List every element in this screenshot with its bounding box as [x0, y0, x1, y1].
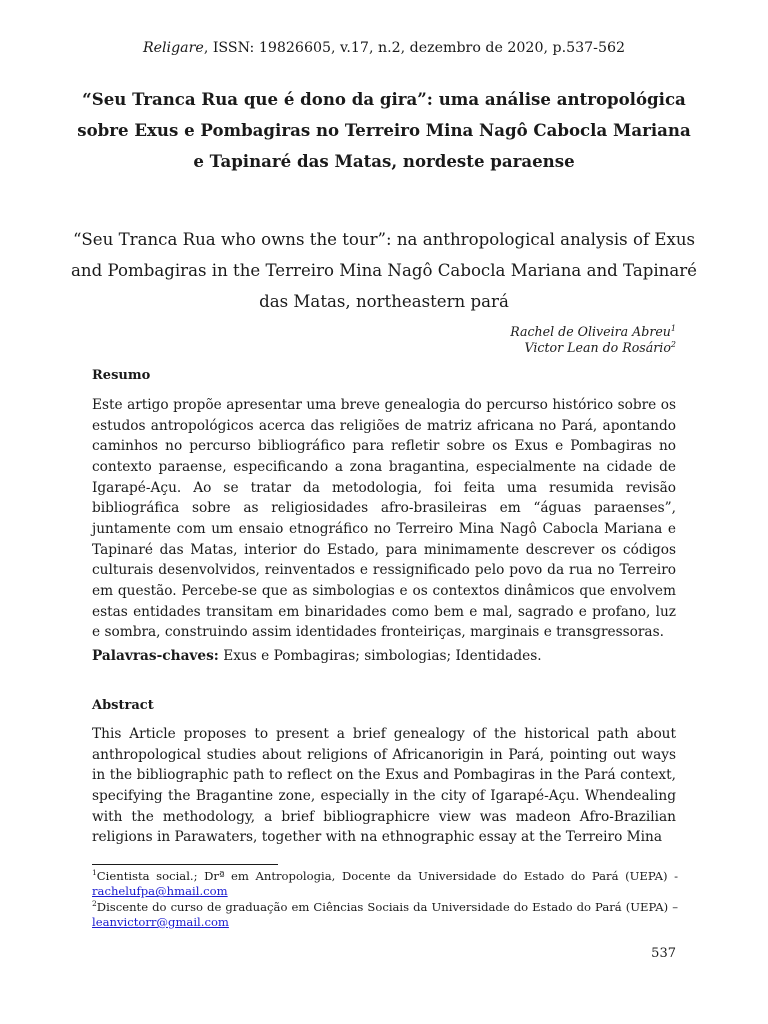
journal-header [0, 40, 768, 56]
author-1 [510, 324, 676, 340]
footnote-marker: 1 [670, 323, 676, 333]
resumo-heading: Resumo [92, 368, 151, 383]
author-list [510, 324, 676, 356]
author-name: Victor Lean do Rosário [524, 340, 671, 355]
author-name: Rachel de Oliveira Abreu [510, 324, 671, 339]
page-number: 537 [651, 946, 676, 961]
abstract-text: This Article proposes to present a brief genealogy of the historical path about anthropological studies about religions of Africanorigin in Pará, pointing out ways in the bibliographic path to reflect on the Exus and Pombagiras in the Pará context, specifying the Bragantine zone, especially in the city of Igarapé-Açu. Whendealing with the methodology, a brief bibliographicre view was madeon Afro-Brazilian religions in Parawaters, together with na ethnographic essay at the Terreiro Mina [92, 726, 676, 846]
keywords-line [92, 646, 542, 666]
journal-name: Religare [142, 40, 204, 56]
keywords-text: Exus e Pombagiras; simbologias; Identidades. [218, 648, 542, 664]
footnote-number: 1 [92, 868, 97, 878]
footnote-divider [92, 864, 278, 865]
footnote-number: 2 [92, 898, 97, 908]
footnote-2 [92, 900, 678, 931]
footnote-text: Cientista social.; Drª em Antropologia, Docente da Universidade do Estado do Pará (UEPA) - [96, 869, 678, 883]
author-2 [510, 340, 676, 356]
resumo-text: Este artigo propõe apresentar uma breve genealogia do percurso histórico sobre os estudos antropológicos acerca das religiões de matriz africana no Pará, apontando caminhos no percurso bibliográfico para refletir sobre os Exus e Pombagiras no contexto paraense, especificando a zona bragantina, especialmente na cidade de Igarapé-Açu. Ao se tratar da metodologia, foi feita uma resumida revisão bibliográfica sobre as religiosidades afro-brasileiras em “águas paraenses”, juntamente com um ensaio etnográfico no Terreiro Mina Nagô Cabocla Mariana e Tapinaré das Matas, interior do Estado, para minimamente descrever os códigos culturais desenvolvidos, reinventados e ressignificado pelo povo da rua no Terreiro em questão. Percebe-se que as simbologias e os contextos dinâmicos que envolvem estas entidades transitam em binaridades como bem e mal, sagrado e profano, luz e sombra, construindo assim identidades fronteiriças, marginais e transgressoras. [92, 397, 676, 641]
email-link[interactable]: leanvictorr@gmail.com [92, 914, 229, 929]
journal-info: , ISSN: 19826605, v.17, n.2, dezembro de 2020, p.537-562 [203, 40, 626, 56]
footnotes [92, 869, 678, 930]
abstract-heading: Abstract [92, 698, 154, 713]
title-portuguese: “Seu Tranca Rua que é dono da gira”: uma análise antropológica sobre Exus e Pombagiras no Terreiro Mina Nagô Cabocla Mariana e Tapinaré das Matas, nordeste paraense [77, 89, 691, 171]
email-link[interactable]: rachelufpa@hmail.com [92, 884, 228, 899]
title-english: “Seu Tranca Rua who owns the tour”: na anthropological analysis of Exus and Pombagiras in the Terreiro Mina Nagô Cabocla Mariana and Tapinaré das Matas, northeastern pará [71, 230, 697, 311]
footnote-text: Discente do curso de graduação em Ciências Sociais da Universidade do Estado do Pará (UEPA) – [96, 899, 678, 914]
keywords-label: Palavras-chaves: [92, 648, 219, 664]
footnote-marker: 2 [670, 339, 676, 349]
footnote-1 [92, 869, 678, 900]
